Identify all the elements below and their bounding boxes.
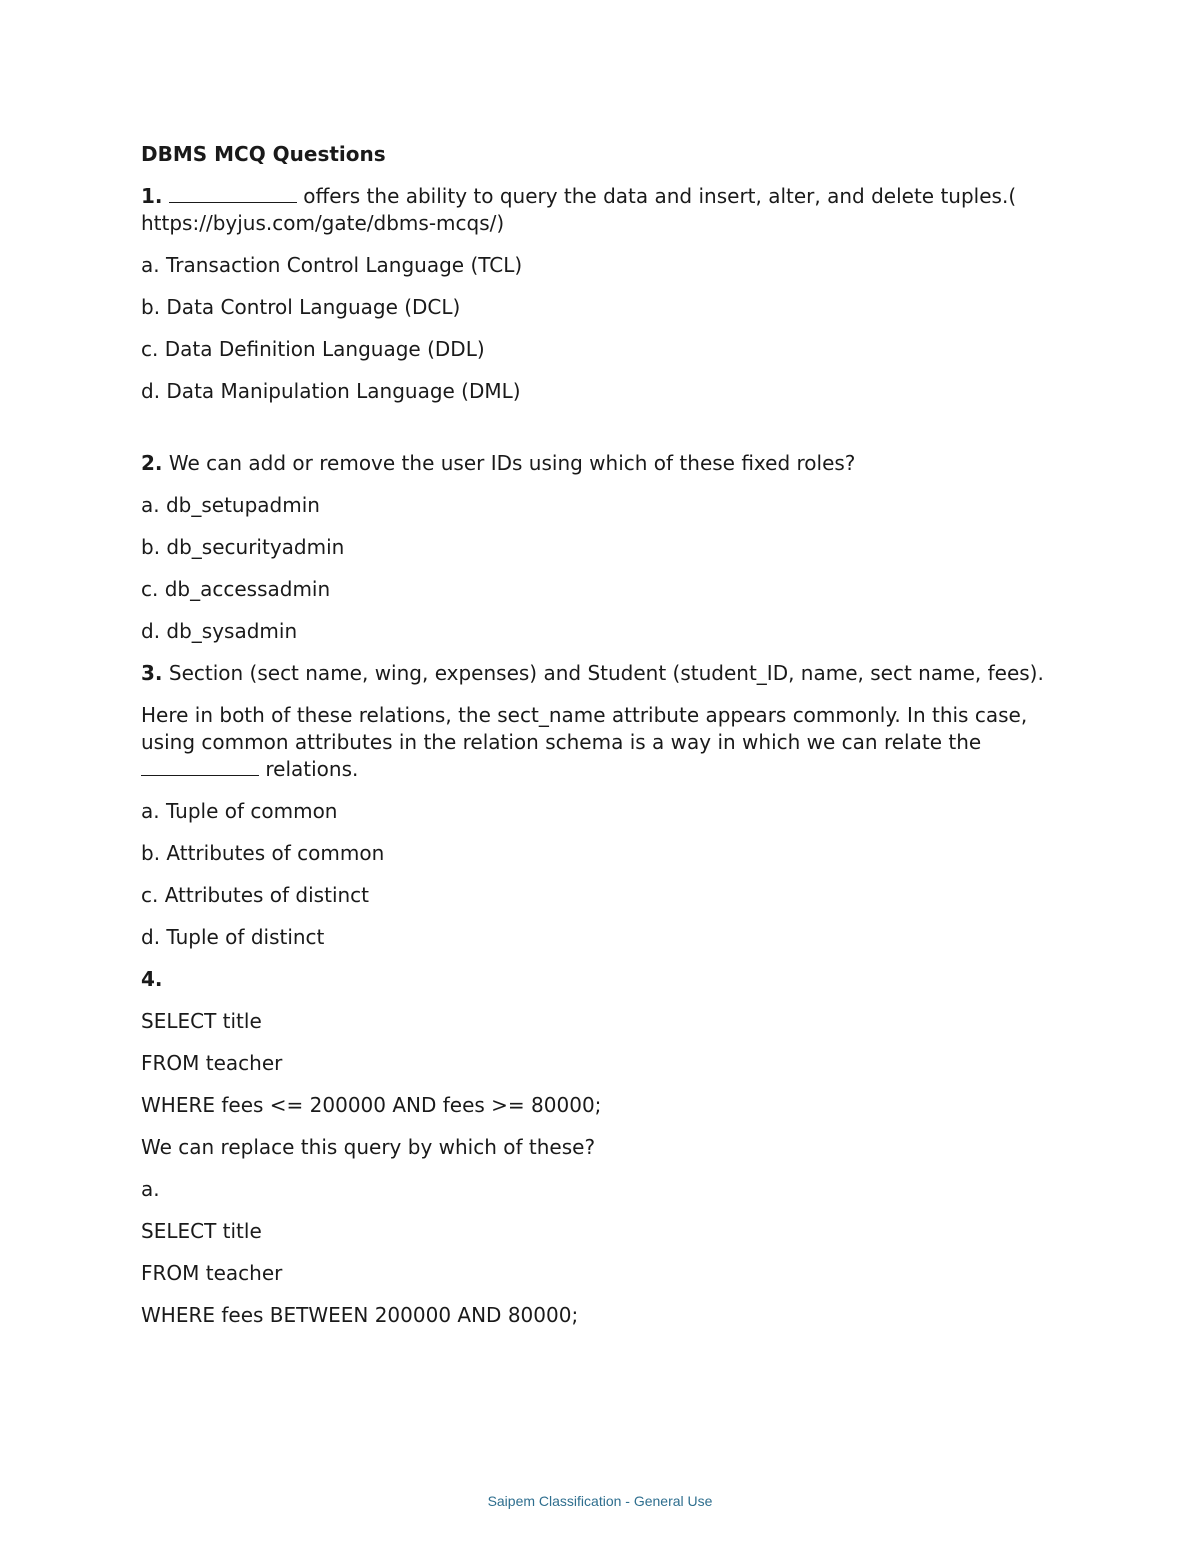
query-line: FROM teacher [141,1051,283,1075]
query-line: WHERE fees <= 200000 AND fees >= 80000; [141,1093,602,1117]
context-text: Here in both of these relations, the sect_name attribute appears commonly. In this case, using common attributes in the relation schema is a way in which we can relate the [141,703,1028,754]
question-text: We can add or remove the user IDs using which of these fixed roles? [162,451,856,475]
question-text: offers the ability to query the data and insert, alter, and delete tuples.( https://byjus.com/gate/dbms-mcqs/) [141,184,1017,235]
option-a: a. Tuple of common [141,799,338,823]
option-a-query-line: WHERE fees BETWEEN 200000 AND 80000; [141,1303,579,1327]
option-d: d. Tuple of distinct [141,925,325,949]
question-4-number: 4. [141,967,163,991]
question-text: Section (sect name, wing, expenses) and Student (student_ID, name, sect name, fees). [162,661,1044,685]
option-b: b. db_securityadmin [141,535,345,559]
option-b: b. Data Control Language (DCL) [141,295,461,319]
query-line: SELECT title [141,1009,262,1033]
option-a-query-line: FROM teacher [141,1261,283,1285]
option-a-label: a. [141,1177,160,1201]
option-a-query-line: SELECT title [141,1219,262,1243]
question-3-context [141,702,1061,783]
option-c: c. Data Definition Language (DDL) [141,337,485,361]
question-number: 3. [141,661,163,685]
option-b: b. Attributes of common [141,841,385,865]
context-text-end: relations. [259,757,359,781]
option-a: a. db_setupadmin [141,493,320,517]
option-a: a. Transaction Control Language (TCL) [141,253,523,277]
option-d: d. db_sysadmin [141,619,298,643]
question-3 [141,660,1061,687]
classification-footer: Saipem Classification - General Use [487,1493,713,1509]
question-number: 1. [141,184,163,208]
question-4-prompt: We can replace this query by which of these? [141,1135,596,1159]
document-body [141,141,1061,1344]
spacer [141,420,1061,450]
option-d: d. Data Manipulation Language (DML) [141,379,521,403]
question-number: 2. [141,451,163,475]
fill-blank [141,757,259,776]
fill-blank [169,184,297,203]
page-title: DBMS MCQ Questions [141,142,386,166]
option-c: c. Attributes of distinct [141,883,370,907]
question-2 [141,450,1061,477]
question-1 [141,183,1061,237]
option-c: c. db_accessadmin [141,577,331,601]
